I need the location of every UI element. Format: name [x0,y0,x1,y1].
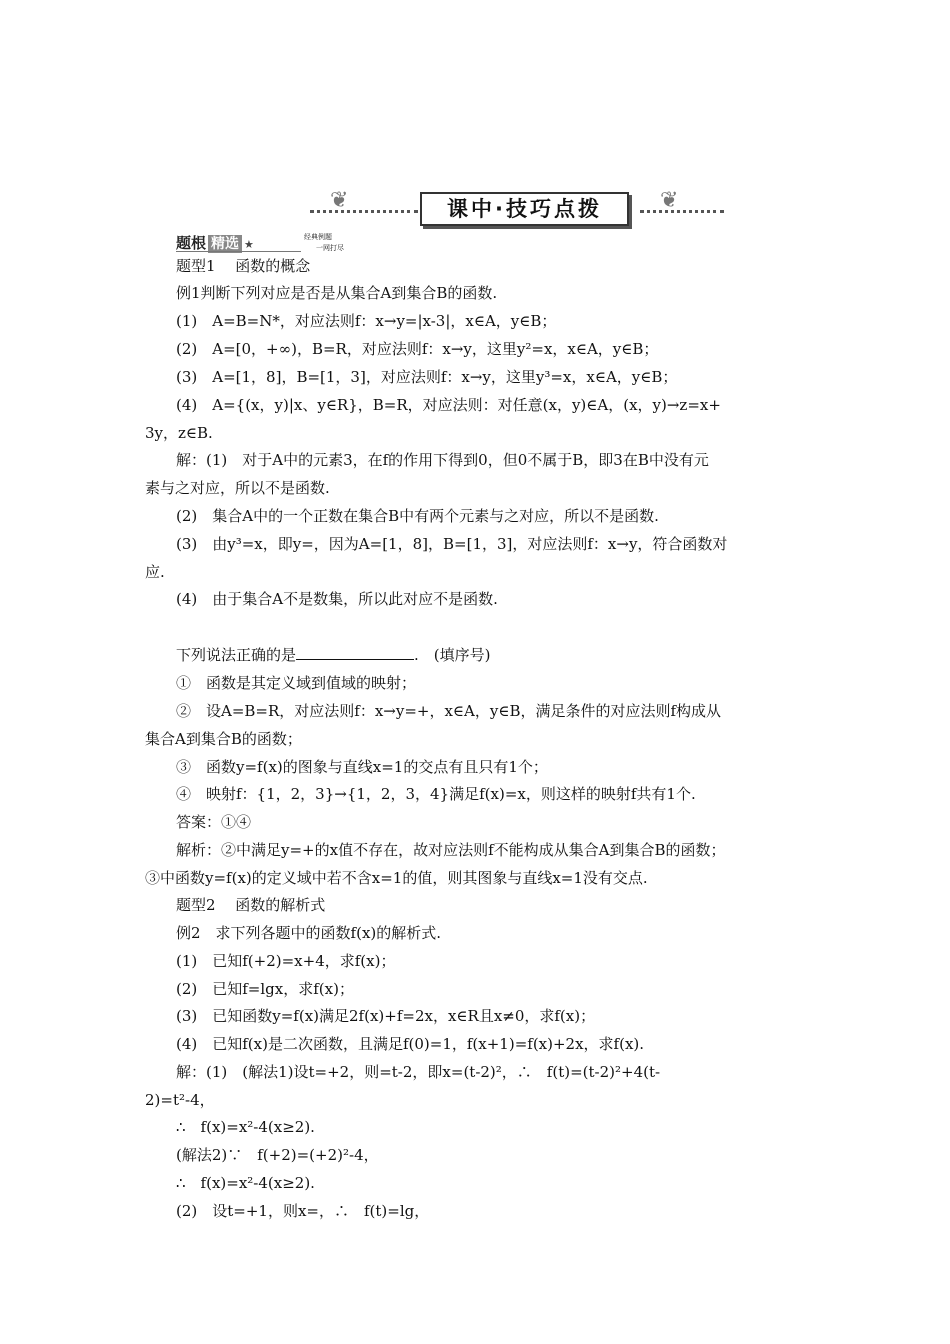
tag-main: 题根 [176,234,207,252]
option-2-cont: 集合A到集合B的函数； [145,730,302,748]
example1-item3: (3) A=[1，8]，B=[1，3]，对应法则f：x→y，这里y³=x，x∈A，y∈B； [176,368,678,386]
example1-item2: (2) A=[0，+∞)，B=R，对应法则f：x→y，这里y²=x，x∈A，y∈B； [176,340,659,358]
example2-item1: (1) 已知f(+2)=x+4，求f(x)； [176,952,396,970]
answer-line: 答案：①④ [176,813,252,831]
solution1-line1: 解：(1) 对于A中的元素3，在f的作用下得到0，但0不属于B，即3在B中没有元 [176,451,709,469]
solution2-line5: (2) 设t=+1，则x=，∴ f(t)=lg， [176,1202,430,1220]
example1-item4-cont: 3y，z∈B. [145,424,213,442]
solution2-line3: (解法2)∵ f(+2)=(+2)²-4， [176,1146,379,1164]
exercise-question [176,645,491,665]
solution1-line4: (4) 由于集合A不是数集，所以此对应不是函数. [176,590,498,608]
tag-sub2: 一网打尽 [316,244,344,252]
solution1-line3-cont: 应. [145,563,165,581]
section-tag [176,232,344,254]
tag-highlight: 精选 [208,235,242,253]
solution2-line2: ∴ f(x)=x²-4(x≥2). [176,1118,315,1136]
analysis-line1: 解析：②中满足y=+的x值不存在，故对应法则f不能构成从集合A到集合B的函数； [176,841,726,859]
exercise-question-suffix: . (填序号) [414,646,491,664]
solution2-line1: 解：(1) (解法1)设t=+2，则=t-2，即x=(t-2)²，∴ f(t)=(t-2)²+4(t- [176,1063,661,1081]
exercise-question-text: 下列说法正确的是 [176,646,297,664]
scroll-ornament-left-icon: ❦ [330,188,349,213]
solution1-line1-cont: 素与之对应，所以不是函数. [145,479,330,497]
example1-item4: (4) A={(x，y)|x、y∈R}，B=R，对应法则：对任意(x，y)∈A，(x，y)→z=x+ [176,396,721,414]
example2-item3: (3) 已知函数y=f(x)满足2f(x)+f=2x，x∈R且x≠0，求f(x)； [176,1007,596,1025]
answer-blank [296,645,414,660]
example2-item2: (2) 已知f=lgx，求f(x)； [176,980,354,998]
option-2: ② 设A=B=R，对应法则f：x→y=+，x∈A，y∈B，满足条件的对应法则f构成从 [176,702,722,720]
option-3: ③ 函数y=f(x)的图象与直线x=1的交点有且只有1个； [176,758,548,776]
example2-intro: 例2 求下列各题中的函数f(x)的解析式. [176,924,442,942]
banner-dotted-rule-right [640,210,724,213]
solution1-line2: (2) 集合A中的一个正数在集合B中有两个元素与之对应，所以不是函数. [176,507,659,525]
banner-title: 课中·技巧点拨 [420,192,629,226]
solution2-line1-cont: 2)=t²-4， [145,1091,215,1109]
tag-underline [176,251,301,252]
example1-intro: 例1判断下列对应是否是从集合A到集合B的函数. [176,284,498,302]
heading-type1: 题型1 函数的概念 [176,257,311,275]
analysis-line2: ③中函数y=f(x)的定义域中若不含x=1的值，则其图象与直线x=1没有交点. [145,869,648,887]
example2-item4: (4) 已知f(x)是二次函数，且满足f(0)=1，f(x+1)=f(x)+2x，求f(x). [176,1035,645,1053]
example1-item1: (1) A=B=N*，对应法则f：x→y=|x-3|，x∈A，y∈B； [176,312,557,330]
scroll-ornament-right-icon: ❦ [660,188,679,213]
banner-dotted-rule-left [310,210,418,213]
section-banner [310,188,730,228]
tag-sub1: 经典例题 [304,233,332,241]
solution2-line4: ∴ f(x)=x²-4(x≥2). [176,1174,315,1192]
solution1-line3: (3) 由y³=x，即y=，因为A=[1，8]，B=[1，3]，对应法则f：x→y，符合函数对 [176,535,728,553]
heading-type2: 题型2 函数的解析式 [176,896,326,914]
star-icon: ★ [244,238,254,251]
option-1: ① 函数是其定义域到值域的映射； [176,674,417,692]
option-4: ④ 映射f：{1，2，3}→{1，2，3，4}满足f(x)=x，则这样的映射f共有1个. [176,785,696,803]
